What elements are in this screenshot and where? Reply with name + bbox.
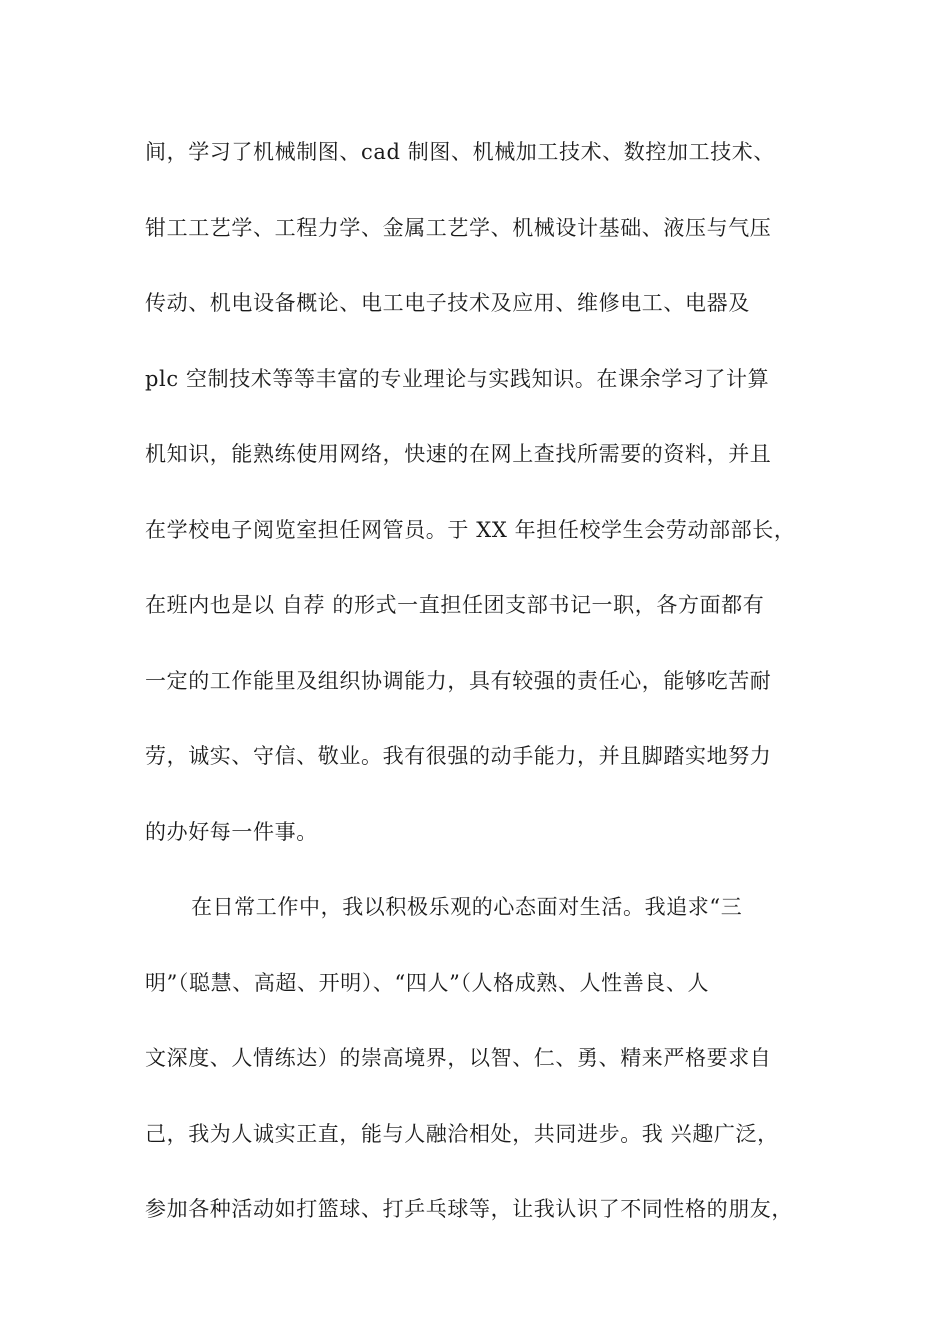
text-line: 钳工工艺学、工程力学、金属工艺学、机械设计基础、液压与气压 <box>145 215 772 240</box>
text-line: 劳，诚实、守信、敬业。我有很强的动手能力，并且脚踏实地努力 <box>145 744 772 768</box>
text-line: 传动、机电设备概论、电工电子技术及应用、维修电工、电器及 <box>145 291 750 315</box>
paragraph-start-line: 在日常工作中，我以积极乐观的心态面对生活。我追求“三 <box>191 895 743 919</box>
text-line: 在班内也是以 自荐 的形式一直担任团支部书记一职，各方面都有 <box>145 593 765 617</box>
text-line: 机知识，能熟练使用网络，快速的在网上查找所需要的资料，并且 <box>145 442 772 466</box>
text-line: 文深度、人情练达）的崇高境界，以智、仁、勇、精来严格要求自 <box>145 1046 772 1070</box>
text-line: 间，学习了机械制图、cad 制图、机械加工技术、数控加工技术、 <box>145 140 775 164</box>
text-line: 一定的工作能里及组织协调能力，具有较强的责任心，能够吃苦耐 <box>145 668 772 693</box>
text-line: 明”（聪慧、高超、开明）、“四人”（人格成熟、人性善良、人 <box>145 970 710 995</box>
text-line: plc 空制技术等等丰富的专业理论与实践知识。在课余学习了计算 <box>145 366 770 391</box>
text-line: 的办好每一件事。 <box>145 819 318 844</box>
text-line: 己，我为人诚实正直，能与人融洽相处，共同进步。我 兴趣广泛， <box>145 1121 779 1146</box>
text-line: 在学校电子阅览室担任网管员。于 XX 年担任校学生会劳动部部长， <box>145 517 796 542</box>
body-text <box>145 126 835 1259</box>
text-line: 参加各种活动如打篮球、打乒乓球等，让我认识了不同性格的朋友， <box>145 1197 793 1221</box>
